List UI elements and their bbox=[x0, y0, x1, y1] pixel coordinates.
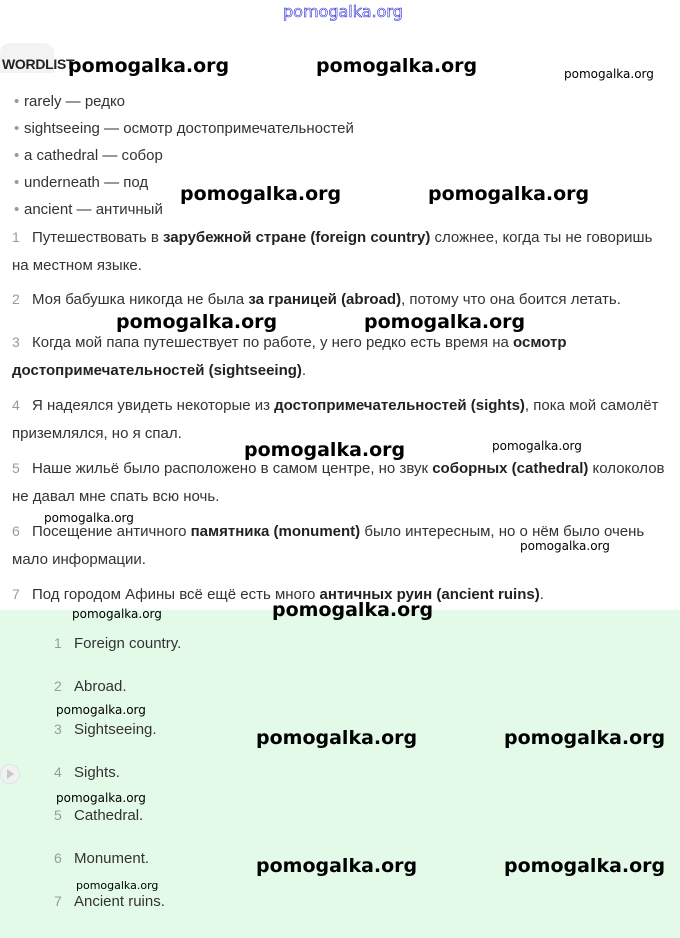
answer-item bbox=[54, 678, 127, 695]
exercise-item bbox=[12, 454, 672, 511]
watermark: pomogalka.org bbox=[256, 855, 418, 877]
wordlist-item bbox=[14, 147, 163, 164]
answer-number: 6 bbox=[54, 850, 62, 866]
watermark: pomogalka.org bbox=[316, 55, 478, 77]
watermark: pomogalka.org bbox=[244, 439, 406, 461]
watermark: pomogalka.org bbox=[520, 539, 610, 553]
answer-text: Foreign country. bbox=[74, 635, 182, 652]
exercise-keyword: соборных (cathedral) bbox=[432, 460, 589, 477]
answer-number: 3 bbox=[54, 721, 62, 737]
bullet-icon: • bbox=[14, 201, 20, 218]
watermark: pomogalka.org bbox=[564, 67, 654, 81]
wordlist-text: rarely — редко bbox=[24, 93, 126, 110]
answer-text: Cathedral. bbox=[74, 807, 144, 824]
answer-number: 7 bbox=[54, 893, 62, 909]
wordlist-text: sightseeing — осмотр достопримечательностей bbox=[24, 120, 354, 137]
wordlist-text: underneath — под bbox=[24, 174, 149, 191]
exercise-keyword: античных руин (ancient ruins) bbox=[319, 586, 540, 603]
watermark: pomogalka.org bbox=[364, 311, 526, 333]
watermark: pomogalka.org bbox=[272, 599, 434, 621]
answer-number: 4 bbox=[54, 764, 62, 780]
play-icon[interactable] bbox=[0, 764, 20, 784]
answer-number: 2 bbox=[54, 678, 62, 694]
answer-number: 1 bbox=[54, 635, 62, 651]
bullet-icon: • bbox=[14, 120, 20, 137]
watermark: pomogalka.org bbox=[256, 727, 418, 749]
answer-number: 5 bbox=[54, 807, 62, 823]
exercise-keyword: достопримечательностей (sights) bbox=[274, 397, 525, 414]
watermark: pomogalka.org bbox=[492, 439, 582, 453]
watermark: pomogalka.org bbox=[56, 791, 146, 805]
exercise-item bbox=[12, 328, 672, 385]
exercise-number: 7 bbox=[12, 586, 20, 602]
answer-item bbox=[54, 850, 149, 867]
answer-text: Abroad. bbox=[74, 678, 127, 695]
exercise-keyword: памятника (monument) bbox=[190, 523, 361, 540]
exercise-number: 6 bbox=[12, 523, 20, 539]
exercise-keyword: осмотр достопримечательностей (sightseeing) bbox=[12, 334, 567, 379]
exercise-text: . bbox=[301, 362, 307, 379]
exercise-text: Когда мой папа путешествует по работе, у него редко есть время на bbox=[32, 334, 514, 351]
exercise-text: , потому что она боится летать. bbox=[401, 291, 621, 308]
exercise-text: сложнее, когда ты не говоришь на местном языке. bbox=[12, 229, 653, 274]
exercise-number: 4 bbox=[12, 397, 20, 413]
answer-item bbox=[54, 764, 120, 781]
watermark: pomogalka.org bbox=[428, 183, 590, 205]
exercise-item bbox=[12, 223, 672, 280]
exercise-number: 5 bbox=[12, 460, 20, 476]
watermark: pomogalka.org bbox=[72, 607, 162, 621]
bullet-icon: • bbox=[14, 174, 20, 191]
wordlist-item bbox=[14, 120, 354, 137]
wordlist-text: a cathedral — собор bbox=[24, 147, 163, 164]
answer-text: Sights. bbox=[74, 764, 120, 781]
site-header-watermark: pomogalka.org bbox=[283, 2, 403, 21]
exercise-text: Моя бабушка никогда не была bbox=[32, 291, 249, 308]
answer-text: Monument. bbox=[74, 850, 150, 867]
wordlist-item bbox=[14, 93, 125, 110]
exercise-text: Посещение античного bbox=[32, 523, 191, 540]
answer-text: Sightseeing. bbox=[74, 721, 157, 738]
watermark: pomogalka.org bbox=[44, 511, 134, 525]
exercise-number: 3 bbox=[12, 334, 20, 350]
watermark: pomogalka.org bbox=[180, 183, 342, 205]
watermark: pomogalka.org bbox=[116, 311, 278, 333]
watermark: pomogalka.org bbox=[504, 855, 666, 877]
watermark: pomogalka.org bbox=[504, 727, 666, 749]
exercise-text: Под городом Афины всё ещё есть много bbox=[32, 586, 320, 603]
answer-item bbox=[54, 893, 165, 910]
exercise-text: Путешествовать в bbox=[32, 229, 164, 246]
exercise-text: Наше жильё было расположено в самом центре, но звук bbox=[32, 460, 433, 477]
exercise-number: 1 bbox=[12, 229, 20, 245]
bullet-icon: • bbox=[14, 93, 20, 110]
bullet-icon: • bbox=[14, 147, 20, 164]
answer-item bbox=[54, 807, 143, 824]
answer-item bbox=[54, 635, 181, 652]
exercise-text: , пока мой самолёт приземлялся, но я спал. bbox=[12, 397, 659, 442]
watermark: pomogalka.org bbox=[56, 703, 146, 717]
exercise-text: было интересным, но о нём было очень мало информации. bbox=[12, 523, 645, 568]
wordlist-item bbox=[14, 174, 148, 191]
watermark: pomogalka.org bbox=[68, 55, 230, 77]
exercise-keyword: за границей (abroad) bbox=[248, 291, 402, 308]
exercise-text: Я надеялся увидеть некоторые из bbox=[32, 397, 275, 414]
exercise-text: колоколов не давал мне спать всю ночь. bbox=[12, 460, 665, 505]
exercise-keyword: зарубежной стране (foreign country) bbox=[163, 229, 431, 246]
watermark: pomogalka.org bbox=[76, 879, 159, 892]
exercise-item bbox=[12, 285, 672, 314]
section-title: WORDLIST bbox=[2, 56, 75, 72]
exercise-text: . bbox=[539, 586, 544, 603]
answer-text: Ancient ruins. bbox=[74, 893, 165, 910]
wordlist-text: ancient — античный bbox=[24, 201, 163, 218]
answer-item bbox=[54, 721, 157, 738]
wordlist-item bbox=[14, 201, 163, 218]
exercise-number: 2 bbox=[12, 291, 20, 307]
